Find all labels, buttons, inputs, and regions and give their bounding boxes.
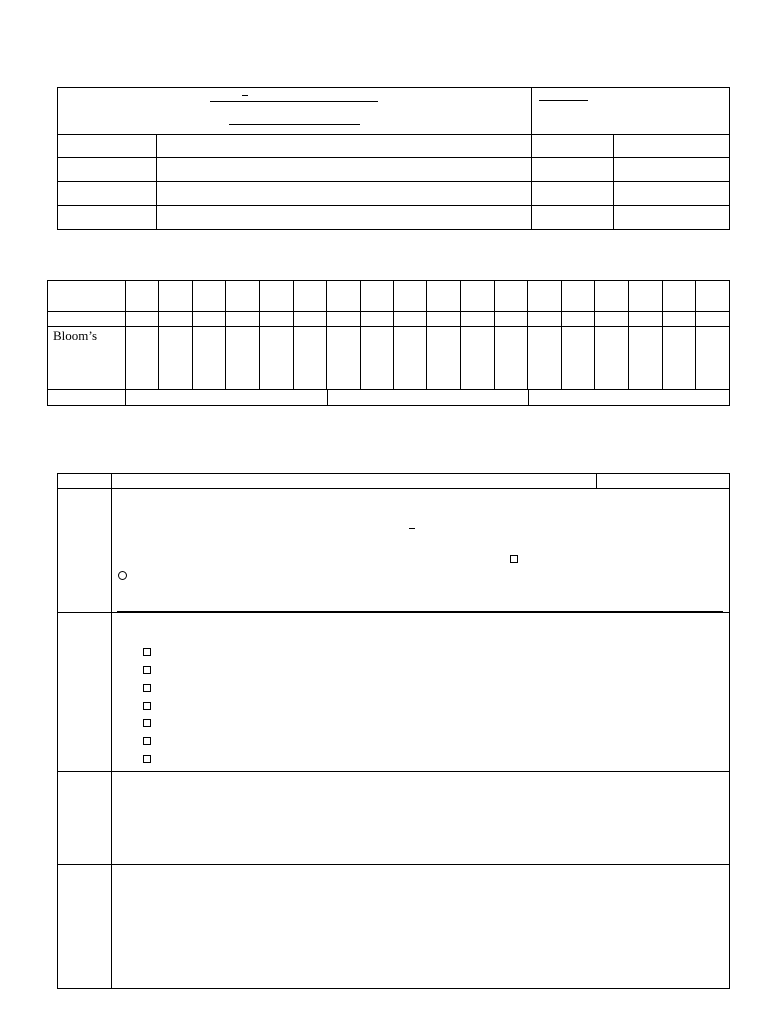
blooms-grid-row-line	[47, 389, 730, 390]
question-inner-rule	[117, 611, 723, 612]
header-table-row-line	[57, 181, 730, 182]
blooms-grid-col-line	[662, 280, 663, 389]
question-table-col-line	[111, 473, 112, 989]
blank-dash-mark	[409, 528, 415, 529]
question-table-header-col-line	[596, 473, 597, 488]
blooms-grid-col-line	[192, 280, 193, 389]
header-table-row-line	[57, 205, 730, 206]
blooms-grid-col-line	[125, 280, 126, 406]
header-info-table	[57, 87, 730, 230]
header-table-col-line	[613, 134, 614, 230]
blooms-grid-col-line	[460, 280, 461, 389]
blooms-grid-col-line	[259, 280, 260, 389]
header-table-row-line	[57, 157, 730, 158]
checklist-checkbox[interactable]	[143, 755, 151, 763]
header-table-col-line	[531, 87, 532, 230]
code-underline	[539, 100, 588, 101]
checklist-checkbox[interactable]	[143, 719, 151, 727]
blooms-row-label: Bloom’s	[53, 328, 98, 343]
title-underline-1	[210, 101, 378, 102]
header-table-row-line	[57, 134, 730, 135]
option-checkbox[interactable]	[510, 555, 518, 563]
question-table-row-line	[57, 612, 730, 613]
header-table-col-line	[156, 134, 157, 230]
checklist-checkbox[interactable]	[143, 684, 151, 692]
blooms-grid-col-line	[225, 280, 226, 389]
option-radio[interactable]	[118, 571, 127, 580]
blooms-grid-col-line	[326, 280, 327, 389]
question-table-row-line	[57, 771, 730, 772]
blooms-grid-col-line	[561, 280, 562, 389]
checklist-checkbox[interactable]	[143, 737, 151, 745]
blooms-grid-col-line	[426, 280, 427, 389]
question-table-header-line	[57, 488, 730, 489]
blooms-grid-col-line	[360, 280, 361, 389]
title-underline-2	[229, 124, 360, 125]
blooms-grid-bottom-col-line	[327, 389, 328, 406]
blooms-grid-col-line	[628, 280, 629, 389]
blooms-grid-col-line	[158, 280, 159, 389]
blooms-grid-col-line	[494, 280, 495, 389]
blooms-grid-col-line	[527, 280, 528, 389]
checklist-checkbox[interactable]	[143, 702, 151, 710]
blooms-grid-col-line	[393, 280, 394, 389]
blooms-grid-bottom-col-line	[528, 389, 529, 406]
title-dash-mark	[242, 95, 248, 96]
checklist-checkbox[interactable]	[143, 666, 151, 674]
question-table-row-line	[57, 864, 730, 865]
question-table	[57, 473, 730, 989]
checklist-checkbox[interactable]	[143, 648, 151, 656]
blooms-grid-col-line	[594, 280, 595, 389]
blooms-grid-col-line	[695, 280, 696, 389]
blooms-grid-col-line	[293, 280, 294, 389]
